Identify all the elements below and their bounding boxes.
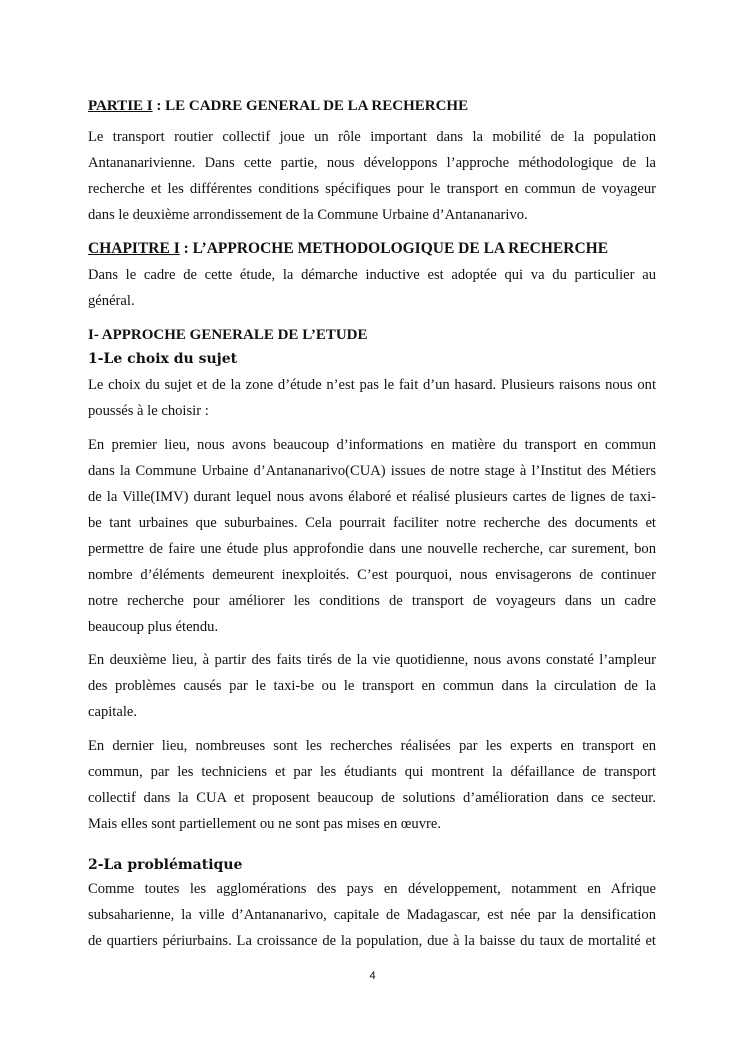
text-line: Dans le cadre de cette étude, la démarche inductive est adoptée qui va du particulier au (88, 267, 656, 283)
text-line: Comme toutes les agglomérations des pays en développement, notamment en Afrique (88, 881, 656, 897)
text-line: beaucoup plus étendu. (88, 619, 219, 635)
text-line: Antananarivienne. Dans cette partie, nous développons l’approche méthodologique de la (88, 155, 656, 171)
problematique-paragraph (88, 876, 656, 954)
text-line: En deuxième lieu, à partir des faits tirés de la vie quotidienne, nous avons constaté l’ampleur (88, 652, 656, 668)
text-line: Le transport routier collectif joue un rôle important dans la mobilité de la population (88, 129, 656, 145)
text-line: nombre d’éléments demeurent inexploités. C’est pourquoi, nous envisagerons de continuer (88, 567, 656, 583)
text-line: dans la Commune Urbaine d’Antananarivo(CUA) issues de notre stage à l’Institut des Métiers (88, 463, 656, 479)
text-line: En premier lieu, nous avons beaucoup d’informations en matière du transport en commun (88, 437, 656, 453)
choix-paragraph-2 (88, 432, 656, 640)
chapitre-title: : L’APPROCHE METHODOLOGIQUE DE LA RECHERCHE (179, 240, 609, 257)
choix-paragraph-4 (88, 733, 656, 837)
intro-paragraph (88, 124, 656, 228)
choix-paragraph-1 (88, 372, 656, 424)
chapitre-label: CHAPITRE I (88, 240, 180, 257)
text-line: de la Ville(IMV) durant lequel nous avons élaboré et réalisé plusieurs cartes de lignes de taxi- (88, 489, 656, 505)
partie-label: PARTIE I (88, 98, 153, 114)
text-line: notre recherche pour améliorer les conditions de transport de voyageurs dans un cadre (88, 593, 656, 609)
partie-heading (88, 95, 656, 117)
subsection-heading-problematique: 2-La problématique (88, 857, 243, 873)
text-line: be tant urbaines que suburbaines. Cela pourrait faciliter notre recherche des documents et (88, 515, 656, 531)
text-line: de quartiers périurbains. La croissance de la population, due à la baisse du taux de mortalité et (88, 933, 656, 949)
text-line: des problèmes causés par le taxi-be ou le transport en commun dans la circulation de la (88, 678, 656, 694)
text-line: En dernier lieu, nombreuses sont les recherches réalisées par les experts en transport en (88, 738, 656, 754)
text-line: poussés à le choisir : (88, 403, 209, 419)
chapitre-heading (88, 238, 656, 260)
text-line: commun, par les techniciens et par les étudiants qui montrent la défaillance de transport (88, 764, 656, 780)
text-line: Mais elles sont partiellement ou ne sont pas mises en œuvre. (88, 816, 442, 832)
text-line: collectif dans la CUA et proposent beaucoup de solutions d’amélioration dans ce secteur. (88, 790, 656, 806)
text-line: permettre de faire une étude plus approfondie dans une nouvelle recherche, car surement, bon (88, 541, 656, 557)
text-line: Le choix du sujet et de la zone d’étude n’est pas le fait d’un hasard. Plusieurs raisons nous ont (88, 377, 656, 393)
section-heading: I- APPROCHE GENERALE DE L’ETUDE (88, 327, 368, 343)
chapitre-paragraph (88, 262, 656, 314)
partie-title: : LE CADRE GENERAL DE LA RECHERCHE (152, 98, 469, 114)
choix-paragraph-3 (88, 647, 656, 725)
text-line: subsaharienne, la ville d’Antananarivo, capitale de Madagascar, est née par la densification (88, 907, 656, 923)
text-line: général. (88, 293, 135, 309)
text-line: capitale. (88, 704, 138, 720)
subsection-heading-choix: 1-Le choix du sujet (88, 351, 238, 367)
page-number: 4 (369, 970, 376, 982)
text-line: dans le deuxième arrondissement de la Commune Urbaine d’Antananarivo. (88, 207, 528, 223)
text-line: recherche et les différentes conditions spécifiques pour le transport en commun de voyageur (88, 181, 656, 197)
